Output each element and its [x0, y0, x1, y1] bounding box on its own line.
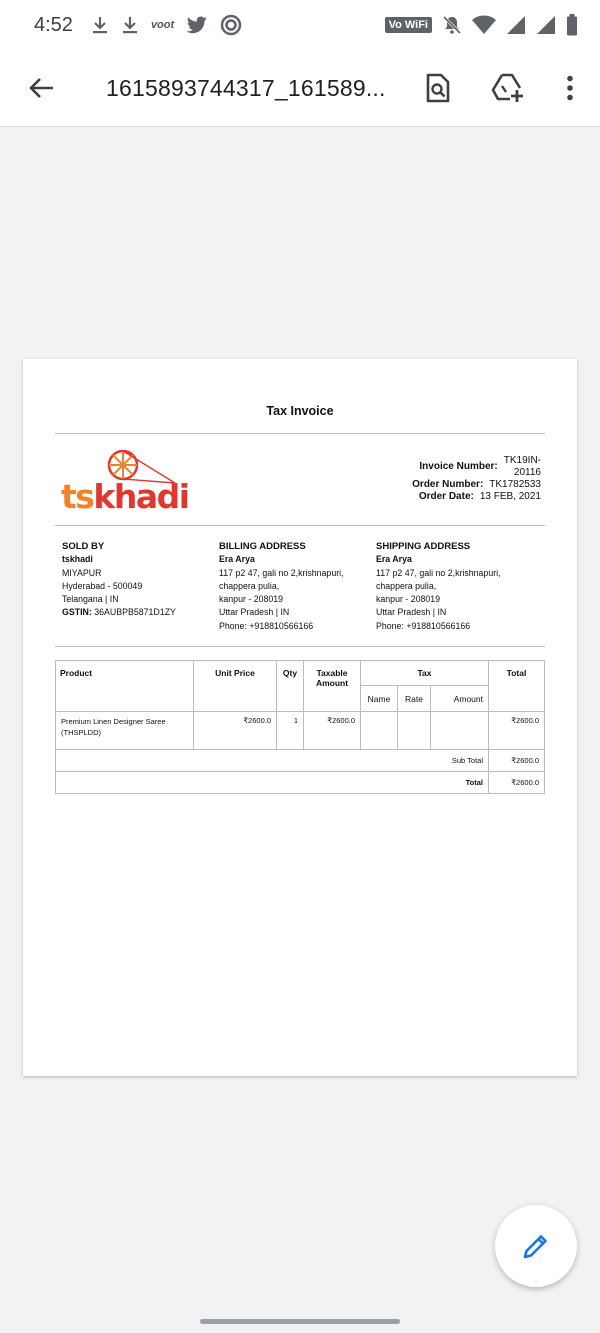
cell-total: ₹2600.0 [489, 712, 545, 750]
shipping-address-block [376, 540, 501, 633]
divider [55, 646, 545, 647]
seller-line: MIYAPUR [62, 567, 102, 578]
battery-icon [566, 14, 578, 36]
arrow-back-icon [29, 76, 55, 100]
status-time: 4:52 [34, 13, 73, 36]
voot-app-icon: voot [150, 19, 175, 31]
divider [55, 525, 545, 526]
cell-tax-amount [431, 712, 489, 750]
billing-phone: Phone: +918810566166 [219, 620, 314, 631]
billing-line: Uttar Pradesh | IN [219, 607, 290, 618]
total-label: Total [56, 772, 489, 794]
more-vert-icon [566, 75, 574, 101]
th-product: Product [56, 661, 194, 712]
billing-line: kanpur - 208019 [219, 594, 284, 605]
signal-icon [536, 15, 556, 35]
th-tax: Tax [361, 661, 489, 686]
shipping-line: kanpur - 208019 [376, 594, 441, 605]
app-bar [0, 50, 600, 127]
notification-icons [91, 14, 242, 36]
download-icon [91, 15, 109, 35]
circle-app-icon [220, 14, 242, 36]
seller-name: tskhadi [62, 554, 93, 565]
invoice-number-line2: 20116 [513, 467, 541, 478]
gstin-value: 36AUBPB5871D1ZY [94, 607, 176, 618]
cell-qty: 1 [277, 712, 304, 750]
seller-line: Hyderabad - 500049 [62, 580, 143, 591]
pdf-page [23, 359, 577, 1076]
th-total: Total [489, 661, 545, 712]
shipping-phone: Phone: +918810566166 [376, 620, 471, 631]
cell-tax-name [361, 712, 398, 750]
billing-name: Era Arya [219, 554, 255, 565]
shipping-line: 117 p2 47, gali no 2,krishnapuri, [376, 567, 501, 578]
invoice-items-table [55, 660, 545, 794]
search-in-document-button[interactable] [416, 66, 460, 110]
status-bar [0, 0, 600, 50]
edit-fab-button[interactable] [495, 1205, 577, 1287]
billing-line: 117 p2 47, gali no 2,krishnapuri, [219, 567, 344, 578]
cell-taxable-amount: ₹2600.0 [304, 712, 361, 750]
cell-unit-price: ₹2600.0 [194, 712, 277, 750]
subtotal-label: Sub Total [56, 750, 489, 772]
total-value: ₹2600.0 [489, 772, 545, 794]
twitter-icon [186, 16, 208, 34]
invoice-title: Tax Invoice [266, 404, 334, 418]
pencil-icon [521, 1231, 551, 1261]
back-button[interactable] [22, 68, 62, 108]
seller-line: Telangana | IN [62, 594, 119, 605]
logo-wordmark: tskhadi [61, 477, 189, 516]
order-date: 13 FEB, 2021 [479, 491, 541, 502]
total-row [56, 772, 545, 794]
bell-off-icon [442, 15, 462, 35]
sold-by-block [62, 540, 176, 620]
cell-product: Premium Linen Designer Saree (THSPLDD) [56, 712, 194, 750]
subtotal-row [56, 750, 545, 772]
shipping-name: Era Arya [376, 554, 412, 565]
th-tax-name: Name [361, 686, 398, 712]
th-qty: Qty [277, 661, 304, 712]
document-title: 1615893744317_161589... [106, 74, 386, 101]
billing-line: chappera pulia, [219, 580, 280, 591]
tskhadi-logo [61, 447, 189, 516]
subtotal-value: ₹2600.0 [489, 750, 545, 772]
billing-address-block [219, 540, 344, 633]
invoice-number-line1: TK19IN- [503, 455, 541, 466]
order-number-label: Order Number: [412, 479, 484, 490]
find-in-page-icon [425, 73, 451, 103]
download-icon [121, 15, 139, 35]
th-tax-amount: Amount [431, 686, 489, 712]
shipping-line: chappera pulia, [376, 580, 437, 591]
signal-icon [506, 15, 526, 35]
sold-by-heading: SOLD BY [62, 541, 105, 552]
table-row [56, 712, 545, 750]
shipping-line: Uttar Pradesh | IN [376, 607, 447, 618]
invoice-number-label: Invoice Number: [419, 461, 498, 472]
wifi-icon [472, 15, 496, 35]
gstin-label: GSTIN: [62, 607, 92, 618]
add-to-drive-button[interactable] [486, 66, 530, 110]
th-tax-rate: Rate [398, 686, 431, 712]
add-to-drive-icon [491, 73, 525, 103]
shipping-heading: SHIPPING ADDRESS [376, 541, 471, 552]
table-header-row [56, 661, 545, 686]
vowifi-badge: Vo WiFi [385, 17, 432, 33]
divider [55, 433, 545, 434]
cell-tax-rate [398, 712, 431, 750]
th-taxable-amount: Taxable Amount [304, 661, 361, 712]
order-number: TK1782533 [489, 479, 541, 490]
gesture-navigation-bar[interactable] [200, 1319, 400, 1324]
th-unit-price: Unit Price [194, 661, 277, 712]
order-date-label: Order Date: [418, 491, 474, 502]
billing-heading: BILLING ADDRESS [219, 541, 306, 552]
more-options-button[interactable] [548, 66, 592, 110]
system-icons [385, 14, 578, 36]
order-meta [412, 455, 541, 503]
